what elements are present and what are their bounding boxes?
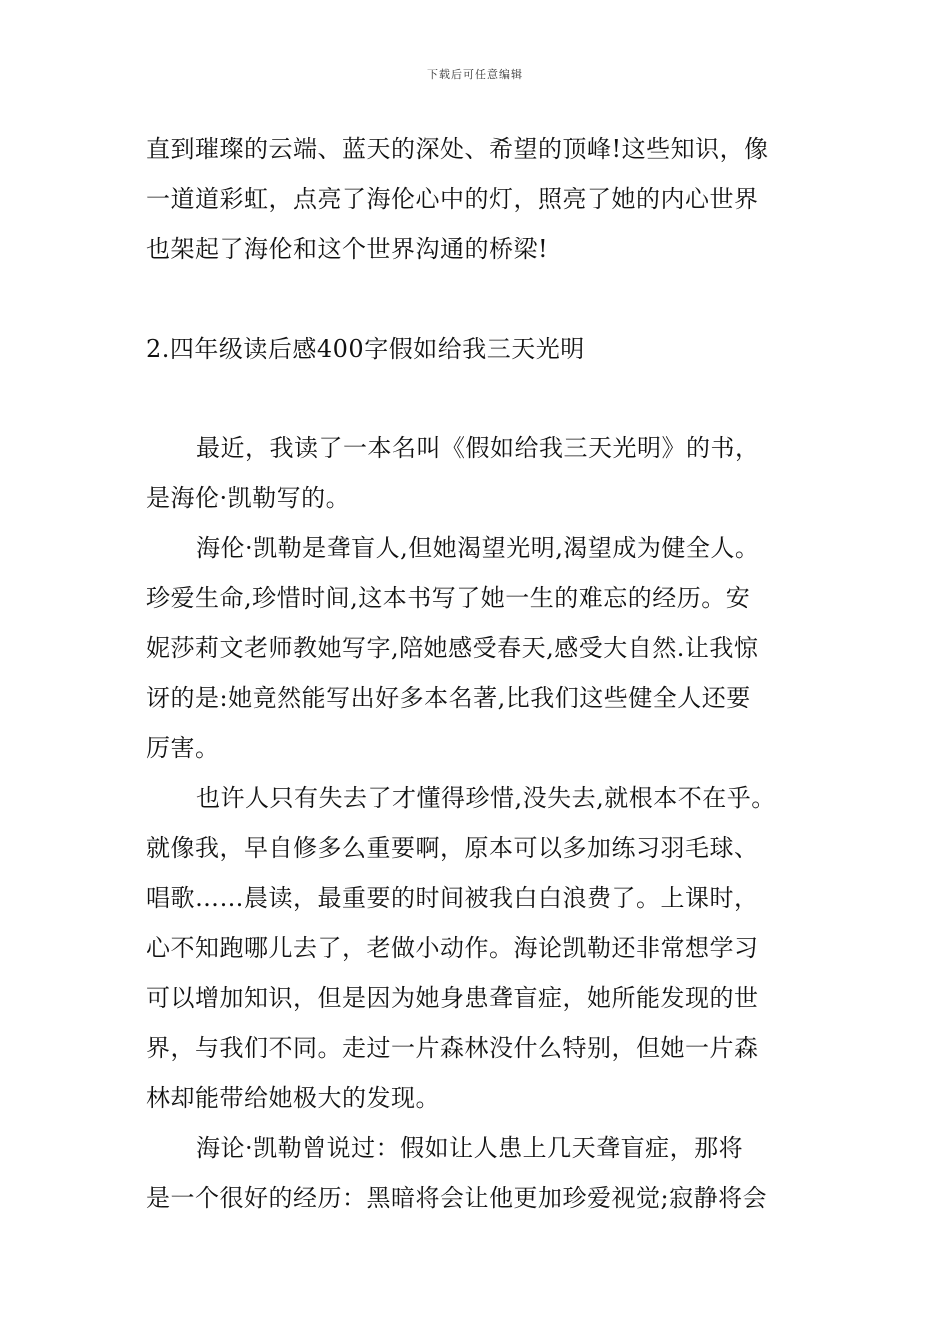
paragraph-line: 珍爱生命,珍惜时间,这本书写了她一生的难忘的经历。安 <box>146 584 751 612</box>
paragraph-line: 妮莎莉文老师教她写字,陪她感受春天,感受大自然.让我惊 <box>146 634 759 662</box>
paragraph-line: 界，与我们不同。走过一片森林没什么特别，但她一片森 <box>146 1034 759 1062</box>
paragraph-line: 是海伦·凯勒写的。 <box>146 484 351 512</box>
paragraph-line: 可以增加知识，但是因为她身患聋盲症，她所能发现的世 <box>146 984 759 1012</box>
paragraph-line: 最近，我读了一本名叫《假如给我三天光明》的书， <box>196 434 760 462</box>
page-header: 下载后可任意编辑 <box>427 68 523 81</box>
paragraph-line: 也许人只有失去了才懂得珍惜,没失去,就根本不在乎。 <box>196 784 776 812</box>
paragraph-line: 海论·凯勒曾说过：假如让人患上几天聋盲症，那将 <box>196 1134 744 1162</box>
paragraph-line: 心不知跑哪儿去了，老做小动作。海论凯勒还非常想学习 <box>146 934 759 962</box>
paragraph-line: 也架起了海伦和这个世界沟通的桥梁! <box>146 235 549 263</box>
paragraph-line: 海伦·凯勒是聋盲人,但她渴望光明,渴望成为健全人。 <box>196 534 760 562</box>
paragraph-line: 讶的是:她竟然能写出好多本名著,比我们这些健全人还要 <box>146 684 751 712</box>
paragraph-line: 就像我，早自修多么重要啊，原本可以多加练习羽毛球、 <box>146 834 759 862</box>
paragraph-line: 唱歌……晨读，最重要的时间被我白白浪费了。上课时， <box>146 884 759 912</box>
paragraph-line: 是一个很好的经历：黑暗将会让他更加珍爱视觉;寂静将会 <box>146 1184 768 1212</box>
paragraph-line: 林却能带给她极大的发现。 <box>146 1084 440 1112</box>
paragraph-line: 直到璀璨的云端、蓝天的深处、希望的顶峰!这些知识，像 <box>146 135 769 163</box>
paragraph-line: 一道道彩虹，点亮了海伦心中的灯，照亮了她的内心世界 <box>146 185 759 213</box>
section-heading: 2.四年级读后感400字假如给我三天光明 <box>146 335 585 363</box>
paragraph-line: 厉害。 <box>146 734 220 762</box>
